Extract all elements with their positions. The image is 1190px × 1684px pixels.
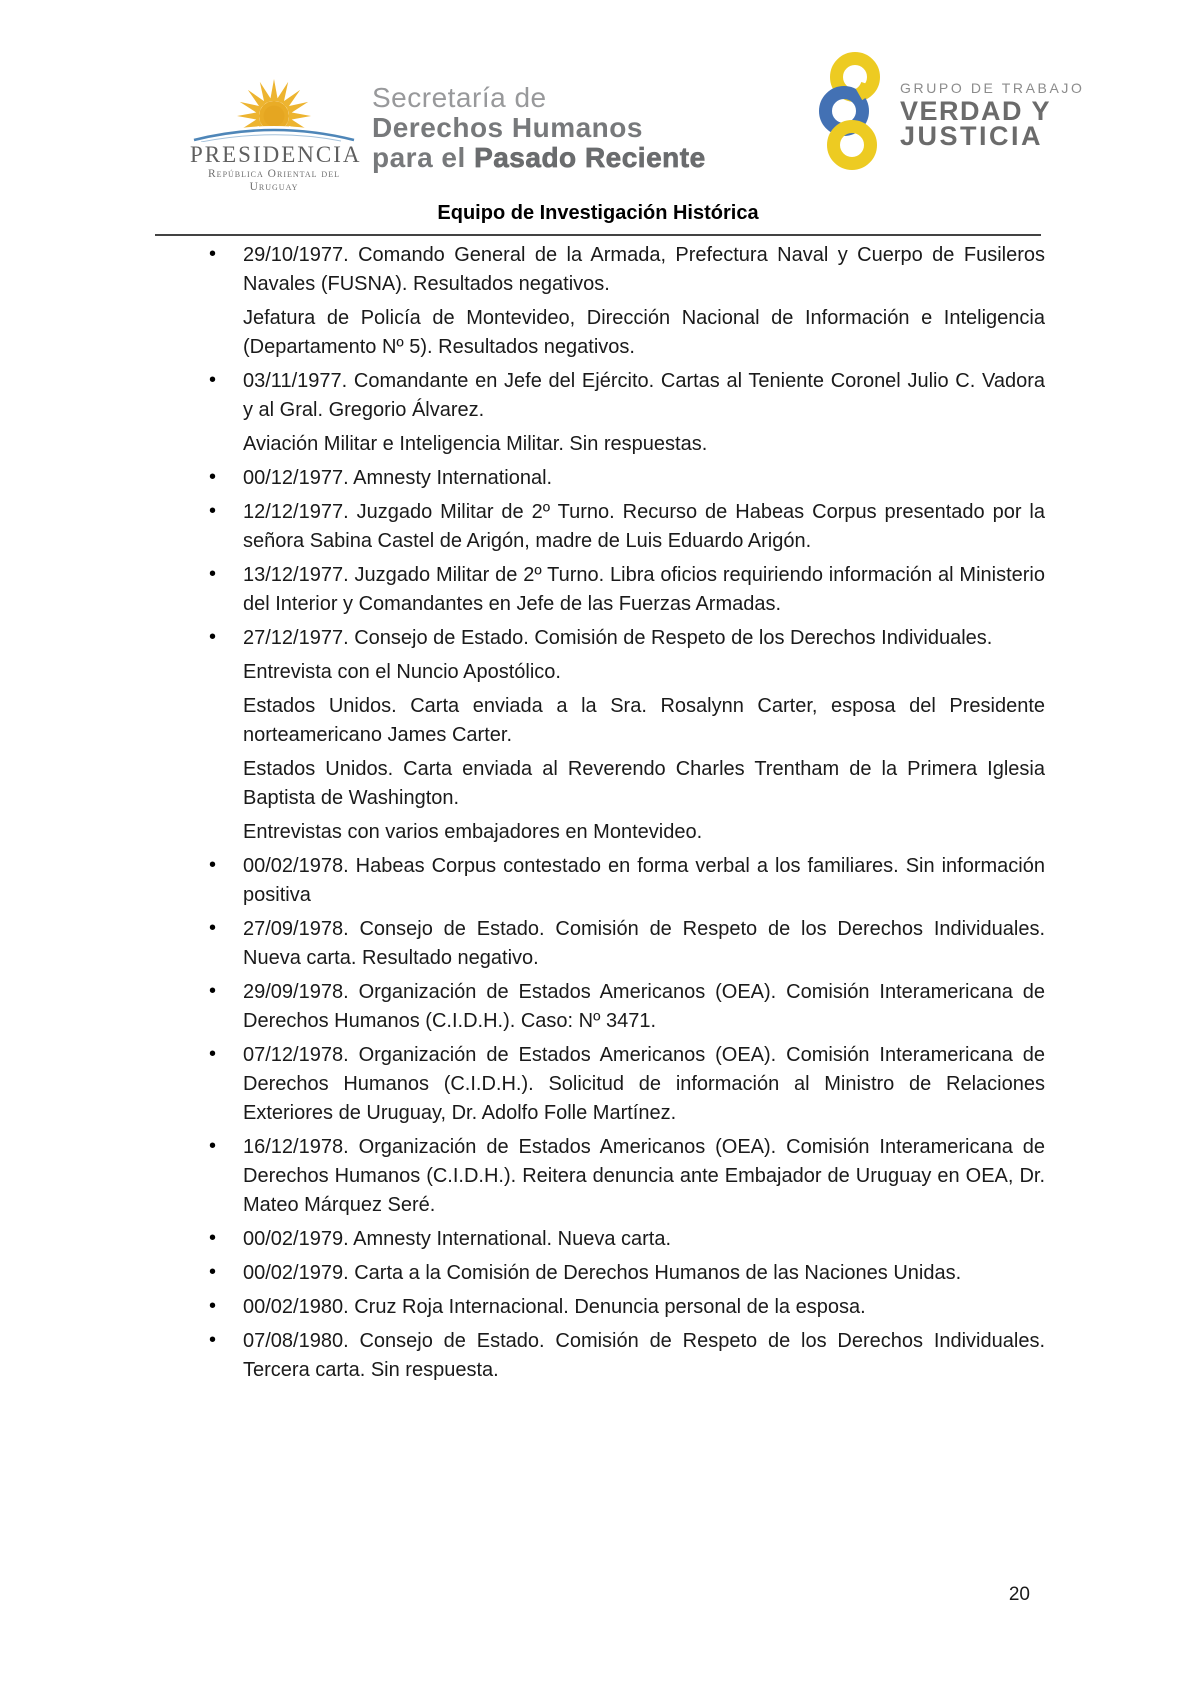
list-item bbox=[205, 978, 1045, 1036]
secretaria-line3 bbox=[372, 143, 706, 173]
list-item bbox=[205, 692, 1045, 750]
list-item bbox=[205, 1293, 1045, 1322]
entry-text: 27/12/1977. Consejo de Estado. Comisión de Respeto de los Derechos Individuales. bbox=[243, 627, 993, 649]
bullet-icon: • bbox=[209, 1329, 217, 1351]
list-item bbox=[205, 498, 1045, 556]
entry-list bbox=[205, 241, 1045, 1390]
bullet-icon: • bbox=[209, 626, 217, 648]
list-item bbox=[205, 561, 1045, 619]
secretaria-line3-prefix: para el bbox=[372, 142, 475, 173]
list-item bbox=[205, 658, 1045, 687]
secretaria-wordmark bbox=[372, 83, 706, 173]
list-item bbox=[205, 624, 1045, 653]
bullet-icon: • bbox=[209, 563, 217, 585]
entry-text: 00/12/1977. Amnesty International. bbox=[243, 467, 553, 489]
entry-text: Entrevista con el Nuncio Apostólico. bbox=[243, 661, 561, 683]
entry-text: Estados Unidos. Carta enviada al Reverendo Charles Trentham de la Primera Iglesia Baptista de Washington. bbox=[243, 758, 1045, 809]
chain-rings-icon bbox=[812, 50, 890, 175]
entry-text: 07/12/1978. Organización de Estados Americanos (OEA). Comisión Interamericana de Derechos Humanos (C.I.D.H.). Solicitud de información al Ministro de Relaciones Exteriores de Uruguay, Dr. Adolfo Folle Martínez. bbox=[243, 1044, 1045, 1124]
grupo-line3: JUSTICIA bbox=[900, 121, 1044, 151]
entry-text: 13/12/1977. Juzgado Militar de 2º Turno. Libra oficios requiriendo información al Ministerio del Interior y Comandantes en Jefe de las Fuerzas Armadas. bbox=[243, 564, 1045, 615]
grupo-trabajo-text bbox=[900, 81, 1084, 149]
entry-text: 00/02/1980. Cruz Roja Internacional. Denuncia personal de la esposa. bbox=[243, 1296, 866, 1318]
entry-text: 29/10/1977. Comando General de la Armada, Prefectura Naval y Cuerpo de Fusileros Navales (FUSNA). Resultados negativos. bbox=[243, 244, 1045, 295]
entry-text: 07/08/1980. Consejo de Estado. Comisión de Respeto de los Derechos Individuales. Tercera carta. Sin respuesta. bbox=[243, 1330, 1045, 1381]
entry-text: 29/09/1978. Organización de Estados Americanos (OEA). Comisión Interamericana de Derechos Humanos (C.I.D.H.). Caso: Nº 3471. bbox=[243, 981, 1045, 1032]
presidencia-title: PRESIDENCIA bbox=[190, 142, 362, 167]
sun-horizon-icon bbox=[191, 56, 357, 142]
list-item bbox=[205, 241, 1045, 299]
bullet-icon: • bbox=[209, 1043, 217, 1065]
list-item bbox=[205, 1259, 1045, 1288]
list-item bbox=[205, 430, 1045, 459]
bullet-icon: • bbox=[209, 466, 217, 488]
list-item bbox=[205, 1133, 1045, 1220]
secretaria-line3-bold: Pasado Reciente bbox=[474, 142, 706, 173]
list-item bbox=[205, 1327, 1045, 1385]
entry-text: 16/12/1978. Organización de Estados Americanos (OEA). Comisión Interamericana de Derechos Humanos (C.I.D.H.). Reitera denuncia ante Embajador de Uruguay en OEA, Dr. Mateo Márquez Seré. bbox=[243, 1136, 1045, 1216]
entry-text: 00/02/1979. Carta a la Comisión de Derechos Humanos de las Naciones Unidas. bbox=[243, 1262, 962, 1284]
presidencia-subtitle: República Oriental del Uruguay bbox=[208, 168, 340, 193]
bullet-icon: • bbox=[209, 369, 217, 391]
secretaria-line1: Secretaría de bbox=[372, 82, 547, 113]
ring-bottom-yellow bbox=[834, 127, 871, 164]
bullet-icon: • bbox=[209, 1227, 217, 1249]
list-item bbox=[205, 367, 1045, 425]
page-title: Equipo de Investigación Histórica bbox=[155, 202, 1041, 236]
grupo-line2: VERDAD Y bbox=[900, 96, 1052, 126]
entry-text: 12/12/1977. Juzgado Militar de 2º Turno. Recurso de Habeas Corpus presentado por la señora Sabina Castel de Arigón, madre de Luis Eduardo Arigón. bbox=[243, 501, 1045, 552]
ring-interlock-arc bbox=[859, 84, 868, 95]
list-item bbox=[205, 1041, 1045, 1128]
entry-text: Jefatura de Policía de Montevideo, Dirección Nacional de Información e Inteligencia (Departamento Nº 5). Resultados negativos. bbox=[243, 307, 1045, 358]
list-item bbox=[205, 852, 1045, 910]
list-item bbox=[205, 755, 1045, 813]
entry-text: Entrevistas con varios embajadores en Montevideo. bbox=[243, 821, 703, 843]
page-number: 20 bbox=[1008, 1584, 1030, 1605]
grupo-trabajo-logo bbox=[812, 50, 1084, 175]
bullet-icon: • bbox=[209, 917, 217, 939]
entry-text: 27/09/1978. Consejo de Estado. Comisión de Respeto de los Derechos Individuales. Nueva carta. Resultado negativo. bbox=[243, 918, 1045, 969]
presidencia-logo bbox=[190, 56, 362, 193]
bullet-icon: • bbox=[209, 854, 217, 876]
secretaria-line2: Derechos Humanos bbox=[372, 112, 643, 143]
entry-text: 03/11/1977. Comandante en Jefe del Ejército. Cartas al Teniente Coronel Julio C. Vadora y al Gral. Gregorio Álvarez. bbox=[243, 370, 1045, 421]
list-item bbox=[205, 818, 1045, 847]
page-header bbox=[0, 0, 1190, 200]
bullet-icon: • bbox=[209, 1261, 217, 1283]
entry-text: Aviación Militar e Inteligencia Militar. Sin respuestas. bbox=[243, 433, 708, 455]
list-item bbox=[205, 464, 1045, 493]
list-item bbox=[205, 915, 1045, 973]
bullet-icon: • bbox=[209, 980, 217, 1002]
grupo-line1: GRUPO DE TRABAJO bbox=[900, 80, 1085, 96]
sun-face bbox=[264, 106, 285, 127]
bullet-icon: • bbox=[209, 1295, 217, 1317]
entry-text: Estados Unidos. Carta enviada a la Sra. Rosalynn Carter, esposa del Presidente norteamericano James Carter. bbox=[243, 695, 1045, 746]
entry-text: 00/02/1978. Habeas Corpus contestado en forma verbal a los familiares. Sin información positiva bbox=[243, 855, 1045, 906]
horizon-arc-2 bbox=[201, 135, 341, 142]
list-item bbox=[205, 304, 1045, 362]
list-item bbox=[205, 1225, 1045, 1254]
entry-text: 00/02/1979. Amnesty International. Nueva carta. bbox=[243, 1228, 672, 1250]
bullet-icon: • bbox=[209, 500, 217, 522]
bullet-icon: • bbox=[209, 243, 217, 265]
bullet-icon: • bbox=[209, 1135, 217, 1157]
